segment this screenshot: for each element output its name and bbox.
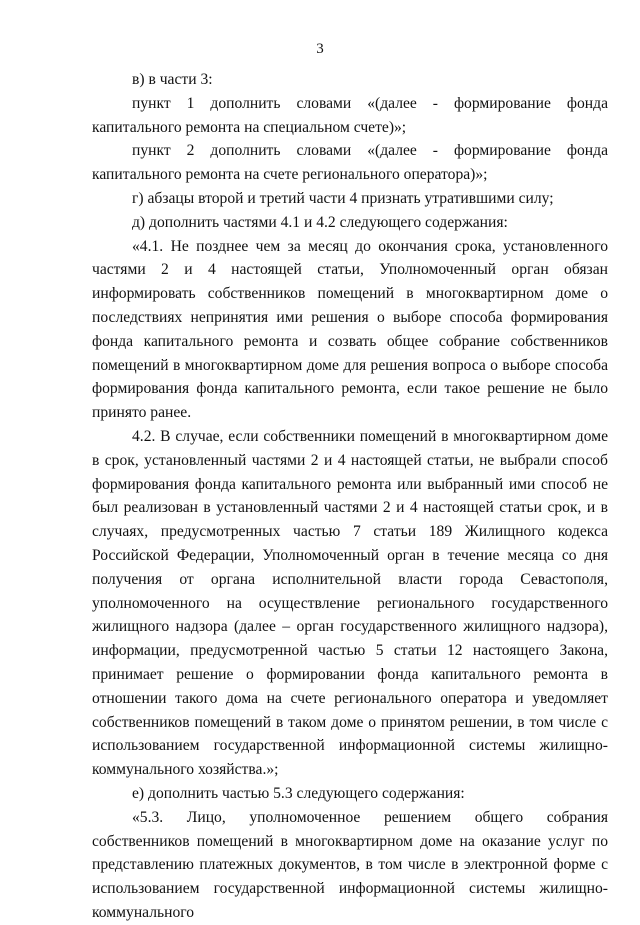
paragraph-d-add-parts: д) дополнить частями 4.1 и 4.2 следующего содержания: — [132, 213, 508, 231]
paragraph-g-part-4: г) абзацы второй и третий части 4 признать утратившими силу; — [132, 189, 554, 207]
document-body — [92, 68, 608, 925]
paragraph-4-1: «4.1. Не позднее чем за месяц до окончания срока, установленного частями 2 и 4 настоящей статьи, Уполномоченный орган обязан информировать собственников помещений в многоквартирном доме о последствиях непринятия ими решения о выборе способа формирования фонда капитального ремонта и созвать общее собрание собственников помещений в многоквартирном доме для решения вопроса о выборе способа формирования фонда капитального ремонта, если такое решение не было принято ранее. — [92, 237, 608, 422]
page-number: 3 — [316, 41, 324, 57]
paragraph-point-1: пункт 1 дополнить словами «(далее - формирование фонда капитального ремонта на специальном счете)»; — [92, 94, 608, 136]
paragraph-4-2: 4.2. В случае, если собственники помещений в многоквартирном доме в срок, установленный частями 2 и 4 настоящей статьи, не выбрали способ формирования фонда капитального ремонта или выбранный ими способ не был реализован в установленный частями 2 и 4 настоящей статьи срок, и в случаях, предусмотренных частью 7 статьи 189 Жилищного кодекса Российской Федерации, Уполномоченный орган в течение месяца со дня получения от органа исполнительной власти города Севастополя, уполномоченного на осуществление регионального государственного жилищного надзора (далее – орган государственного жилищного надзора), информации, предусмотренной частью 5 статьи 12 настоящего Закона, принимает решение о формировании фонда капитального ремонта в отношении такого дома на счете регионального оператора и уведомляет собственников помещений в таком доме о принятом решении, в том числе с использованием государственной информационной системы жилищно-коммунального хозяйства.»; — [92, 427, 608, 779]
paragraph-5-3: «5.3. Лицо, уполномоченное решением общего собрания собственников помещений в многоквартирном доме на оказание услуг по представлению платежных документов, в том числе в электронной форме с использованием государственной информационной системы жилищно-коммунального — [92, 808, 608, 921]
paragraph-e-add-part: е) дополнить частью 5.3 следующего содержания: — [132, 784, 465, 802]
paragraph-point-2: пункт 2 дополнить словами «(далее - формирование фонда капитального ремонта на счете регионального оператора)»; — [92, 142, 608, 184]
paragraph-v-part-3: в) в части 3: — [132, 71, 213, 88]
